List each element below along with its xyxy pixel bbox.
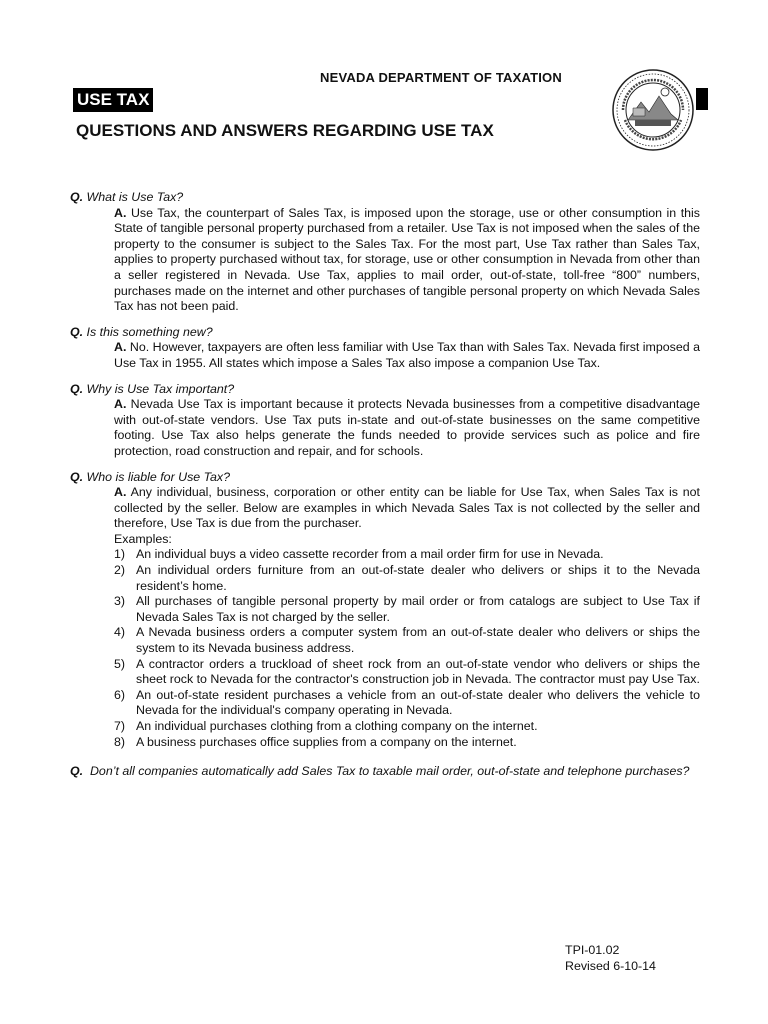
question-text: Why is Use Tax important? (86, 381, 235, 396)
list-item-number: 4) (114, 625, 126, 640)
list-item-number: 1) (114, 547, 126, 562)
list-item (114, 688, 700, 719)
document-id: TPI-01.02 (565, 943, 620, 957)
qa-item (70, 190, 700, 315)
list-item-text: All purchases of tangible personal property by mail order or from catalogs are subject to Use Tax if Nevada Sales Tax is not charged by the seller. (136, 594, 700, 624)
list-item-text: A Nevada business orders a computer system from an out-of-state dealer who delivers or ships the system to its Nevada business address. (136, 625, 700, 656)
list-item (114, 735, 700, 751)
answer-text: No. However, taxpayers are often less familiar with Use Tax than with Sales Tax. Nevada first imposed a Use Tax in 1955. All states which impose a Sales Tax also impose a companion Use Tax. (114, 340, 700, 370)
list-item-text: A business purchases office supplies from a company on the internet. (136, 734, 517, 749)
list-item-number: 5) (114, 656, 126, 671)
question-label: Q. (70, 764, 84, 779)
page-title: QUESTIONS AND ANSWERS REGARDING USE TAX (76, 121, 494, 140)
list-item-text: An out-of-state resident purchases a vehicle from an out-of-state dealer who delivers the vehicle to Nevada for the individual's company operating in Nevada. (136, 687, 700, 718)
examples-heading: Examples: (114, 531, 172, 546)
question (70, 325, 700, 341)
list-item (114, 657, 700, 688)
answer (114, 485, 700, 532)
list-item (114, 719, 700, 735)
answer-text: Nevada Use Tax is important because it protects Nevada businesses from a competitive disadvantage with out-of-state vendors. Use Tax puts in-state and out-of-state businesses on the same competitive footing. Use Tax also helps generate the funds needed to provide services such as police and fire protection, road construction and repair, and for schools. (114, 397, 700, 458)
qa-item (70, 382, 700, 460)
answer (114, 397, 700, 459)
qa-item (70, 470, 700, 751)
list-item-number: 2) (114, 563, 126, 578)
list-item-text: An individual buys a video cassette recorder from a mail order firm for use in Nevada. (136, 547, 604, 562)
answer-label: A. (114, 397, 127, 412)
question-label: Q. (70, 381, 84, 396)
list-item-text: A contractor orders a truckload of sheet rock from an out-of-state vendor who delivers or ships the sheet rock to Nevada for the contractor's construction job in Nevada. The contractor must pay Use Tax. (136, 656, 700, 687)
question (70, 764, 700, 780)
list-item-text: An individual purchases clothing from a clothing company on the internet. (136, 719, 538, 733)
list-item (114, 547, 700, 563)
question-text: Don’t all companies automatically add Sales Tax to taxable mail order, out-of-state and telephone purchases? (89, 764, 690, 779)
use-tax-badge: USE TAX (73, 88, 153, 112)
nevada-state-seal-icon (611, 68, 695, 152)
question-label: Q. (70, 469, 84, 484)
qa-item-last (70, 764, 700, 780)
department-name: NEVADA DEPARTMENT OF TAXATION (320, 70, 562, 85)
answer-text: Use Tax, the counterpart of Sales Tax, is imposed upon the storage, use or other consumption in this State of tangible personal property purchased from a retailer. Use Tax is not imposed when the sales of the property to the consumer is subject to the Sales Tax. For the most part, Use Tax rather than Sales Tax, applies to property purchased without tax, for storage, use or other consumption in Nevada from other than a seller registered in Nevada. Use Tax, applies to mail order, out-of-state, toll-free “800” numbers, purchases made on the internet and other purchases of tangible personal property on which Nevada Sales Tax has not been paid. (114, 205, 700, 314)
black-tab-marker (696, 88, 708, 110)
question (70, 382, 700, 398)
list-item-number: 6) (114, 687, 126, 702)
question-text: Is this something new? (86, 324, 213, 339)
question-text: Who is liable for Use Tax? (86, 469, 231, 484)
answer (114, 340, 700, 371)
list-item (114, 625, 700, 656)
question (70, 190, 700, 206)
revision-date: Revised 6-10-14 (565, 958, 656, 973)
qa-content (70, 190, 700, 790)
question (70, 470, 700, 486)
answer (114, 206, 700, 315)
document-footer (565, 943, 656, 974)
answer-label: A. (114, 340, 127, 355)
question-label: Q. (70, 324, 84, 339)
list-item (114, 594, 700, 625)
list-item (114, 563, 700, 594)
answer-label: A. (114, 205, 127, 220)
list-item-text: An individual orders furniture from an out-of-state dealer who delivers or ships it to the Nevada resident’s home. (136, 563, 700, 593)
qa-item (70, 325, 700, 372)
question-label: Q. (70, 190, 84, 204)
list-item-number: 3) (114, 594, 126, 609)
answer-text: Any individual, business, corporation or other entity can be liable for Use Tax, when Sales Tax is not collected by the seller. Below are examples in which Nevada Sales Tax is not collected by the seller and therefore, Use Tax is due from the purchaser. (114, 485, 700, 531)
list-item-number: 7) (114, 719, 126, 733)
examples-list (114, 532, 700, 750)
question-text: What is Use Tax? (86, 190, 184, 204)
answer-label: A. (114, 485, 127, 500)
list-item-number: 8) (114, 734, 126, 749)
